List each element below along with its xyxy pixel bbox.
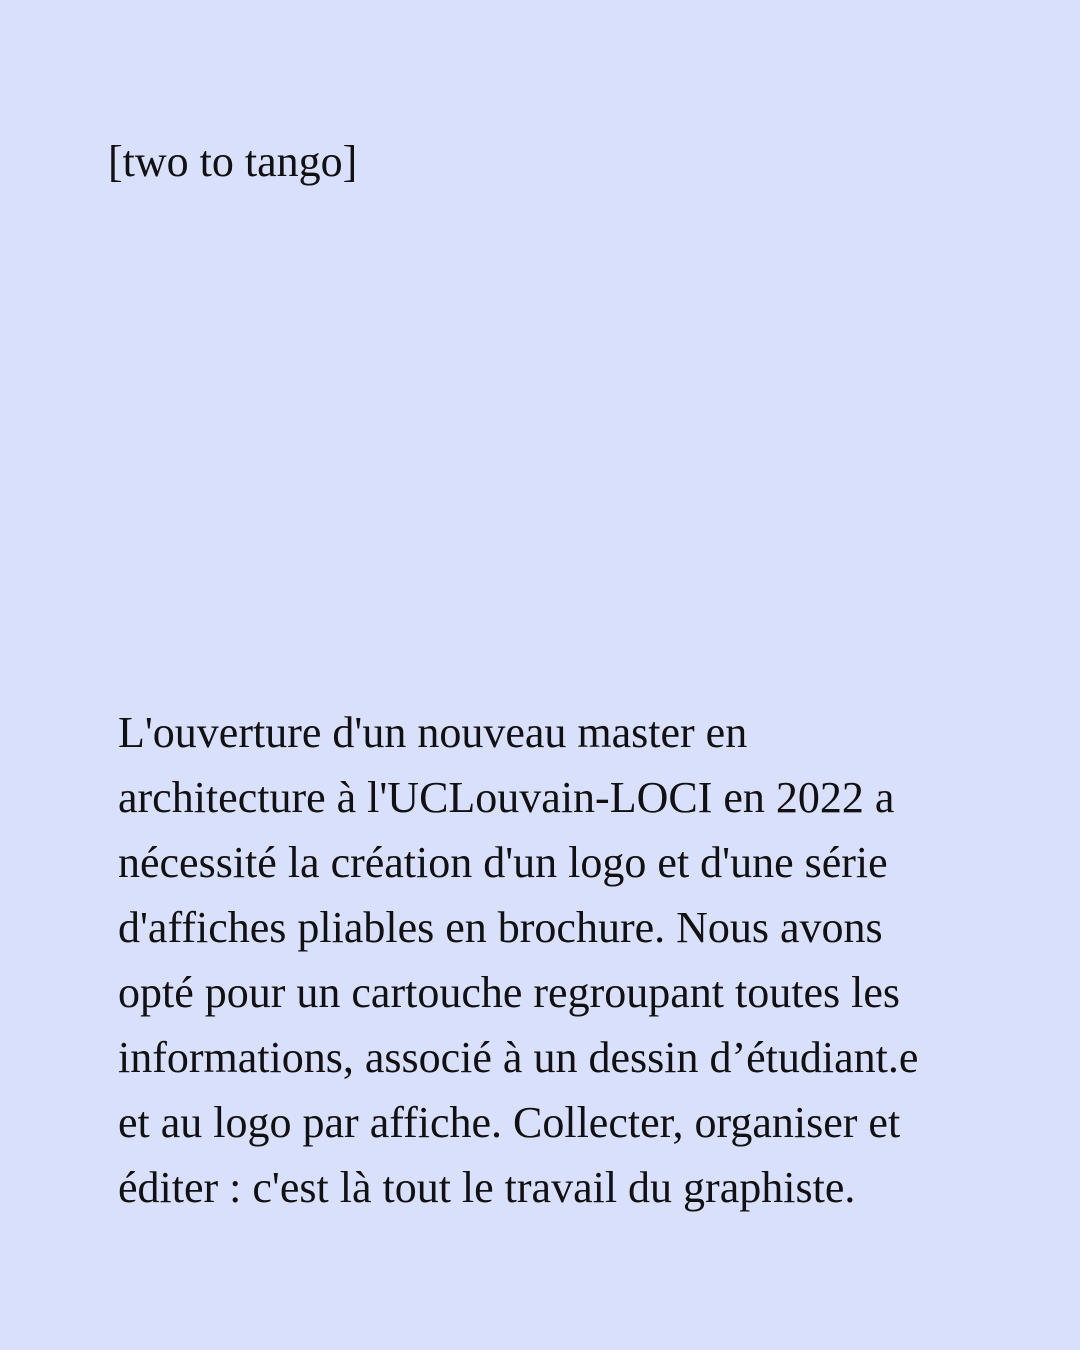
description-line: informations, associé à un dessin d’étudiant.e xyxy=(118,1033,919,1082)
description-line: L'ouverture d'un nouveau master en xyxy=(118,708,748,757)
description-line: d'affiches pliables en brochure. Nous avons xyxy=(118,903,883,952)
description-line: architecture à l'UCLouvain-LOCI en 2022 a xyxy=(118,773,895,822)
description-line: opté pour un cartouche regroupant toutes les xyxy=(118,968,900,1017)
brand-title: [two to tango] xyxy=(108,137,358,186)
description-line: éditer : c'est là tout le travail du graphiste. xyxy=(118,1163,856,1212)
description-line: et au logo par affiche. Collecter, organiser et xyxy=(118,1098,901,1147)
description-line: nécessité la création d'un logo et d'une série xyxy=(118,838,888,887)
project-description xyxy=(118,700,998,1220)
